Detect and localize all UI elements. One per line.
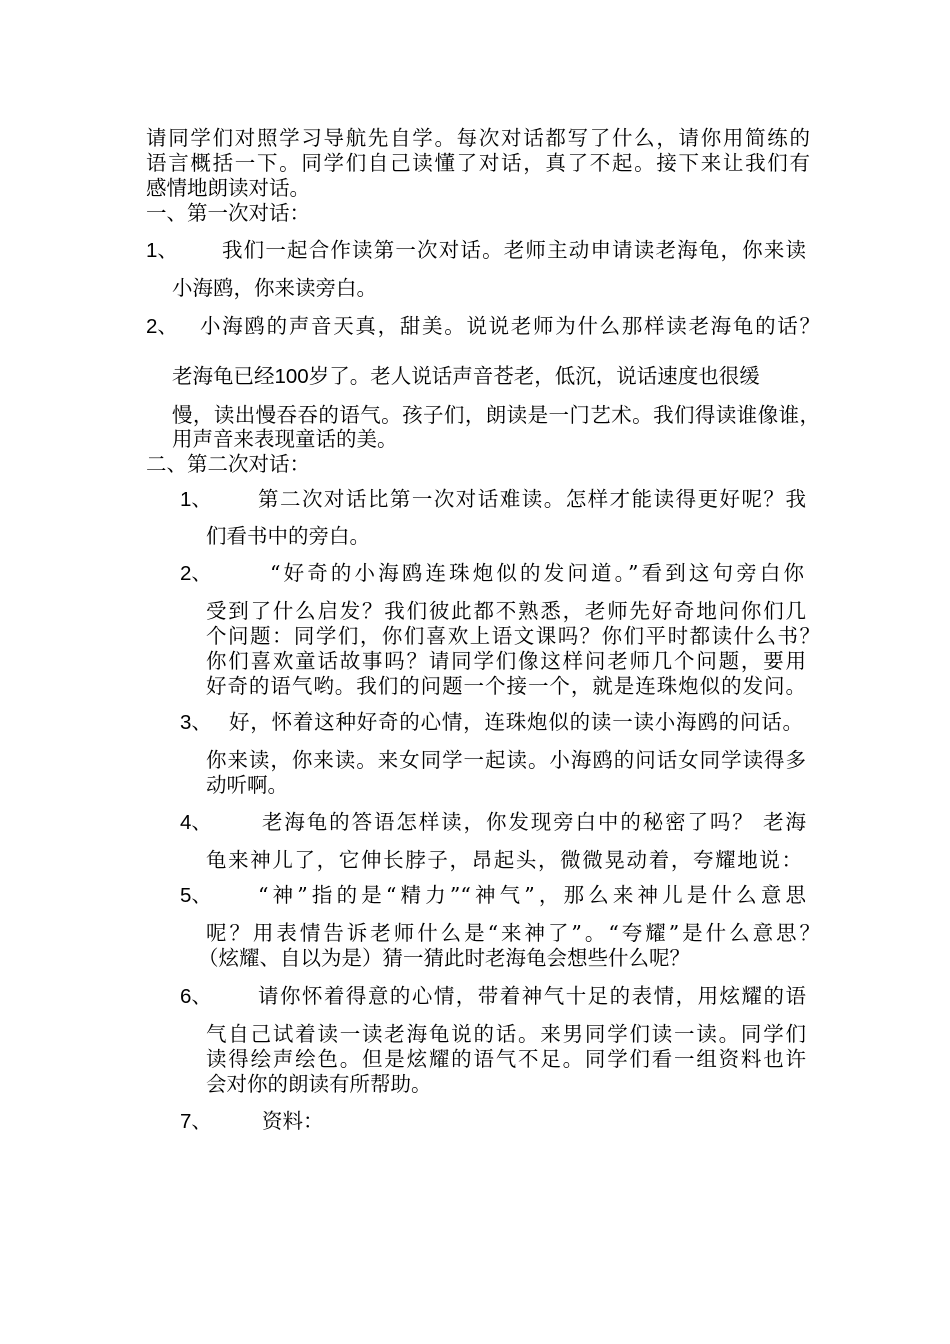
item-number: 1、 <box>180 488 212 511</box>
item-text-line: 龟来神儿了，它伸长脖子，昂起头，微微晃动着，夸耀地说： <box>206 848 802 872</box>
item-number: 6、 <box>180 985 212 1008</box>
item-number: 1、 <box>146 239 178 262</box>
item-text-line: “好奇的小海鸥连珠炮似的发问道。”看到这句旁白你 <box>270 561 804 585</box>
item-number: 7、 <box>180 1110 212 1133</box>
item-text-line: 资料： <box>262 1109 324 1133</box>
intro-line: 语言概括一下。同学们自己读懂了对话，真了不起。接下来让我们有 <box>146 151 810 175</box>
item-text-line: 气自己试着读一读老海龟说的话。来男同学们读一读。同学们 <box>206 1022 806 1046</box>
item-text-line: 你来读，你来读。来女同学一起读。小海鸥的问话女同学读得多 <box>206 748 806 772</box>
item-number: 4、 <box>180 811 212 834</box>
paragraph-line: 慢，读出慢吞吞的语气。孩子们，朗读是一门艺术。我们得读谁像谁， <box>172 403 820 427</box>
item-text-line: （炫耀、自以为是）猜一猜此时老海龟会想些什么呢？ <box>198 946 690 970</box>
item-text-line: 老海龟的答语怎样读，你发现旁白中的秘密了吗？ 老海 <box>262 810 806 834</box>
item-text-line: “神”指的是“精力”“神气”，那么来神儿是什么意思 <box>258 883 806 907</box>
item-number: 3、 <box>180 711 212 734</box>
section-heading: 二、第二次对话： <box>146 452 310 476</box>
item-text-line: 你们喜欢童话故事吗？请同学们像这样问老师几个问题，要用 <box>206 649 806 673</box>
paragraph-text: 岁了。老人说话声音苍老，低沉，说话速度也很缓 <box>308 364 760 388</box>
item-text-line: 我们一起合作读第一次对话。老师主动申请读老海龟，你来读 <box>222 238 806 262</box>
item-text-line: 第二次对话比第一次对话难读。怎样才能读得更好呢？我 <box>258 487 806 511</box>
item-text-line: 请你怀着得意的心情，带着神气十足的表情，用炫耀的语 <box>258 984 806 1008</box>
intro-line: 请同学们对照学习导航先自学。每次对话都写了什么，请你用简练的 <box>146 126 810 150</box>
intro-line: 感情地朗读对话。 <box>146 176 310 200</box>
item-number: 5、 <box>180 884 212 907</box>
item-text-line: 呢？用表情告诉老师什么是“来神了”。“夸耀”是什么意思？ <box>206 921 820 945</box>
paragraph-line: 用声音来表现童话的美。 <box>172 427 398 451</box>
item-number: 2、 <box>146 315 178 338</box>
item-text-line: 小海鸥的声音天真，甜美。说说老师为什么那样读老海龟的话？ <box>200 314 820 338</box>
item-text-line: 读得绘声绘色。但是炫耀的语气不足。同学们看一组资料也许 <box>206 1047 806 1071</box>
paragraph-text: 老海龟已经 <box>172 364 275 388</box>
item-text-line: 好奇的语气哟。我们的问题一个接一个，就是连珠炮似的发问。 <box>206 674 806 698</box>
item-text-line: 个问题：同学们，你们喜欢上语文课吗？你们平时都读什么书？ <box>206 624 820 648</box>
item-text-line: 小海鸥，你来读旁白。 <box>172 276 377 300</box>
item-text-line: 受到了什么启发？我们彼此都不熟悉，老师先好奇地问你们几 <box>206 599 806 623</box>
item-text-line: 好，怀着这种好奇的心情，连珠炮似的读一读小海鸥的问话。 <box>229 710 803 734</box>
section-heading: 一、第一次对话： <box>146 201 310 225</box>
paragraph-line <box>172 366 760 388</box>
item-text-line: 动听啊。 <box>206 773 288 797</box>
item-number: 2、 <box>180 562 212 585</box>
age-number: 100 <box>274 365 309 388</box>
item-text-line: 们看书中的旁白。 <box>206 524 370 548</box>
item-text-line: 会对你的朗读有所帮助。 <box>206 1072 432 1096</box>
